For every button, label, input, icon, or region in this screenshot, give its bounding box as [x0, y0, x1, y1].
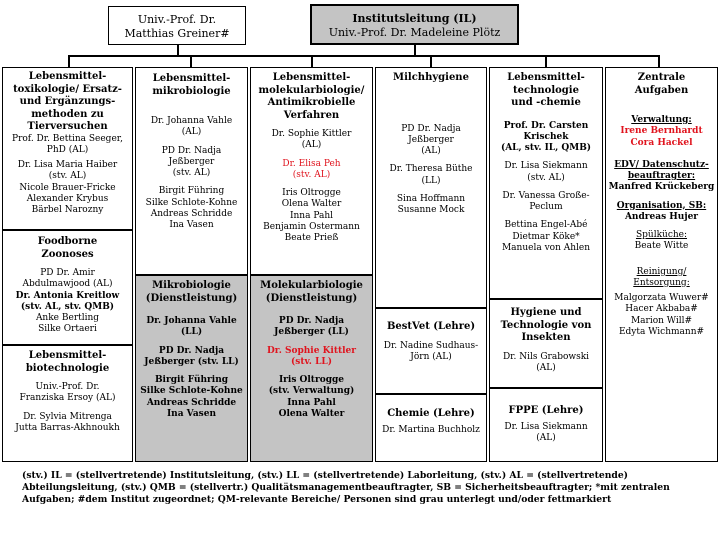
staff-name: Andreas Schridde	[150, 208, 233, 219]
staff-name: PD Dr. Nadja	[401, 123, 461, 134]
staff-role: (LL)	[180, 327, 203, 338]
org-label: Organisation, SB:	[616, 200, 707, 211]
unit-title: Lebensmittel-	[152, 73, 231, 84]
unit-title: Milchhygiene	[393, 72, 469, 83]
staff-name: Edyta Wichmann#	[618, 326, 705, 337]
associate-line1: Univ.-Prof. Dr.	[137, 13, 217, 26]
staff-name: Dr. Elisa Peh	[282, 158, 341, 169]
staff-name: Jeßberger	[408, 134, 454, 145]
staff-name: Silke Schlote-Kohne	[145, 197, 238, 208]
staff-role: (stv. AL, stv. QMB)	[20, 301, 115, 312]
staff-name: Birgit Führing	[154, 375, 229, 385]
unit-title: molekularbiologie/	[258, 84, 365, 96]
staff-name: Peclum	[529, 202, 563, 212]
unit-title: Mikrobiologie	[152, 280, 231, 291]
staff-name: PD Dr. Nadja	[161, 145, 222, 156]
associate-line2: Matthias Greiner#	[124, 26, 230, 40]
unit-title: Lebensmittel-	[28, 350, 107, 361]
unit-title: Zentrale	[637, 72, 686, 83]
connector-assoc	[177, 45, 179, 56]
unit-foodborne	[2, 230, 133, 345]
staff-name: Olena Walter	[281, 199, 342, 210]
staff-role: (AL)	[536, 432, 556, 443]
connector-milk	[430, 55, 432, 67]
unit-title: Verfahren	[283, 109, 340, 121]
connector-micro	[190, 55, 192, 67]
staff-name: Irene Bernhardt	[620, 126, 703, 137]
staff-role: (stv. LL)	[291, 356, 332, 367]
rein-label: Entsorgung:	[633, 277, 690, 288]
staff-name: Dr. Nadine Sudhaus-	[383, 340, 479, 351]
staff-name: Andreas Hujer	[624, 211, 699, 222]
staff-role: Jeßberger (stv. LL)	[144, 356, 239, 367]
staff-name: PD Dr. Amir	[40, 268, 95, 278]
staff-name: Dietmar Köke*	[512, 231, 580, 242]
unit-milk	[375, 67, 487, 308]
unit-title: methoden zu	[31, 108, 104, 120]
staff-role: (LL)	[421, 175, 441, 186]
staff-name: Dr. Martina Buchholz	[382, 424, 480, 435]
staff-name: PD Dr. Nadja	[278, 316, 345, 326]
staff-name: Dr. Johanna Vahle	[146, 316, 237, 326]
staff-name: Iris Oltrogge	[282, 188, 341, 198]
connector-top-horizontal	[68, 55, 658, 57]
staff-role: (stv. AL)	[527, 172, 565, 183]
unit-title: (Dienstleistung)	[265, 292, 358, 304]
staff-role: (stv. AL)	[292, 169, 331, 180]
unit-title: Hygiene und	[510, 307, 582, 318]
unit-title: Foodborne	[37, 236, 98, 247]
spuel-label: Spülküche:	[635, 230, 688, 240]
unit-title: (Dienstleistung)	[145, 292, 238, 304]
unit-title: Lebensmittel-	[272, 72, 351, 83]
unit-title: Chemie (Lehre)	[387, 408, 475, 419]
connector-tech	[545, 55, 547, 67]
unit-central	[605, 67, 718, 462]
unit-bestvet	[375, 308, 487, 394]
unit-title: technologie	[513, 84, 579, 96]
staff-name: Benjamin Ostermann	[263, 221, 360, 232]
unit-insekten	[489, 299, 603, 388]
staff-name: Univ.-Prof. Dr.	[35, 382, 100, 392]
staff-name: Manuela von Ahlen	[501, 242, 591, 253]
staff-name: Hacer Akbaba#	[625, 304, 698, 315]
staff-role: (stv. AL)	[48, 171, 87, 182]
staff-name: Ina Vasen	[166, 408, 217, 419]
staff-role: Abdulmawjood (AL)	[22, 279, 113, 290]
staff-role: (stv. AL)	[172, 168, 211, 178]
unit-tech	[489, 67, 603, 299]
unit-molbio-dl	[250, 275, 373, 462]
staff-name: Andreas Schridde	[146, 397, 237, 408]
leader-title: Institutsleitung (IL)	[352, 12, 477, 25]
staff-name: Beate Witte	[634, 241, 689, 252]
connector-tox	[68, 55, 70, 67]
unit-tox	[2, 67, 133, 230]
staff-name: Dr. Johanna Vahle	[150, 116, 233, 126]
staff-name: Olena Walter	[278, 408, 345, 419]
staff-name: Birgit Führing	[158, 186, 225, 197]
staff-name: Dr. Sophie Kittler	[266, 345, 357, 356]
connector-central	[658, 55, 660, 67]
unit-title: und -chemie	[511, 97, 581, 108]
staff-name: Dr. Theresa Büthe	[389, 164, 473, 175]
unit-fppe	[489, 388, 603, 462]
unit-title: Antimikrobielle	[267, 97, 356, 108]
unit-title: toxikologie/ Ersatz-	[13, 83, 122, 95]
staff-name: Silke Ortaeri	[38, 324, 97, 335]
rein-label: Reinigung/	[636, 266, 687, 277]
staff-name: Jutta Barras-Akhnoukh	[15, 422, 120, 433]
staff-name: Susanne Mock	[397, 205, 465, 215]
leader-name: Univ.-Prof. Dr. Madeleine Plötz	[328, 25, 501, 39]
staff-role: Jörn (AL)	[410, 351, 452, 362]
staff-name: Dr. Lisa Maria Haiber	[17, 160, 118, 170]
staff-name: Prof. Dr. Carsten	[503, 120, 589, 131]
unit-title: BestVet (Lehre)	[386, 321, 476, 332]
staff-name: PD Dr. Nadja	[158, 345, 225, 356]
staff-name: Marion Will#	[630, 315, 693, 326]
legend-text: (stv.) IL = (stellvertretende) Institutsleitung, (stv.) LL = (stellvertretende) Laborleitung, (stv.) AL = (stellvertretende) Abteilungsleitung, (stv.) QMB = (stellvertr.) Qualitätsmanagementbeauftragter, SB = Sicherheitsbeauftragter; *mit zentralen Aufgaben; #dem Institut zugeordnet; QM-relevante Bereiche/ Personen sind grau unterlegt und/oder fettmarkiert	[22, 470, 670, 505]
staff-name: Prof. Dr. Bettina Seeger,	[12, 133, 123, 144]
staff-role: Franziska Ersoy (AL)	[19, 393, 116, 404]
staff-name: Beate Prieß	[284, 233, 339, 243]
staff-name: Dr. Sophie Kittler	[271, 129, 352, 139]
staff-role: Jeßberger (LL)	[274, 327, 349, 338]
edv-label: beauftragter:	[627, 171, 696, 181]
staff-name: Dr. Sylvia Mitrenga	[23, 411, 112, 422]
staff-name: Silke Schlote-Kohne	[140, 386, 243, 397]
connector-molbio	[311, 55, 313, 67]
unit-title: Molekularbiologie	[260, 280, 363, 291]
staff-name: Krischek	[523, 131, 569, 142]
staff-name: Alexander Krybus	[26, 193, 109, 204]
unit-title: FPPE (Lehre)	[508, 405, 584, 416]
unit-micro-dl	[135, 275, 248, 462]
staff-role: (stv. Verwaltung)	[268, 386, 355, 397]
staff-name: Inna Pahl	[287, 397, 336, 408]
unit-title: Insekten	[521, 332, 571, 343]
edv-label: EDV/ Datenschutz-	[614, 159, 709, 170]
verwaltung-label: Verwaltung:	[631, 115, 692, 125]
staff-name: Dr. Vanessa Große-	[502, 190, 590, 201]
staff-name: Bettina Engel-Abé	[504, 220, 588, 231]
unit-chemie	[375, 394, 487, 462]
unit-title: Lebensmittel-	[28, 71, 107, 82]
staff-name: Anke Bertling	[35, 313, 100, 323]
staff-name: Iris Oltrogge	[278, 375, 345, 385]
staff-name: Jeßberger	[168, 156, 215, 167]
staff-name: Manfred Krückeberg	[608, 182, 715, 193]
unit-title: Zoonoses	[41, 248, 94, 260]
staff-role: (AL)	[536, 362, 556, 373]
staff-name: Dr. Lisa Siekmann	[504, 421, 588, 432]
staff-name: Cora Hackel	[630, 137, 693, 148]
unit-title: biotechnologie	[25, 362, 110, 374]
staff-role: PhD (AL)	[46, 144, 89, 155]
staff-role: (AL)	[301, 140, 322, 151]
leader-box	[310, 4, 519, 45]
staff-name: Bärbel Narozny	[31, 205, 104, 215]
staff-name: Dr. Lisa Siekmann	[504, 161, 588, 172]
staff-name: Inna Pahl	[289, 210, 334, 221]
staff-name: Sina Hoffmann	[396, 193, 466, 204]
staff-role: (AL, stv. IL, QMB)	[500, 143, 592, 153]
staff-role: (AL)	[181, 127, 202, 138]
staff-name: Malgorzata Wuwer#	[614, 293, 709, 303]
associate-box	[108, 6, 246, 45]
connector-leader	[414, 44, 416, 56]
staff-name: Nicole Brauer-Fricke	[19, 182, 116, 193]
unit-biotech	[2, 345, 133, 462]
staff-role: (AL)	[421, 146, 441, 156]
unit-title: mikrobiologie	[152, 85, 231, 97]
unit-title: Lebensmittel-	[507, 72, 585, 83]
unit-title: und Ergänzungs-	[19, 96, 116, 107]
unit-molbio	[250, 67, 373, 275]
staff-name: Ina Vasen	[169, 220, 214, 230]
unit-title: Aufgaben	[634, 84, 689, 96]
unit-title: Tierversuchen	[27, 121, 108, 132]
staff-name: Dr. Antonia Kreitlow	[15, 290, 120, 301]
staff-name: Dr. Nils Grabowski	[502, 351, 590, 362]
unit-micro	[135, 67, 248, 275]
unit-title: Technologie von	[500, 319, 592, 331]
